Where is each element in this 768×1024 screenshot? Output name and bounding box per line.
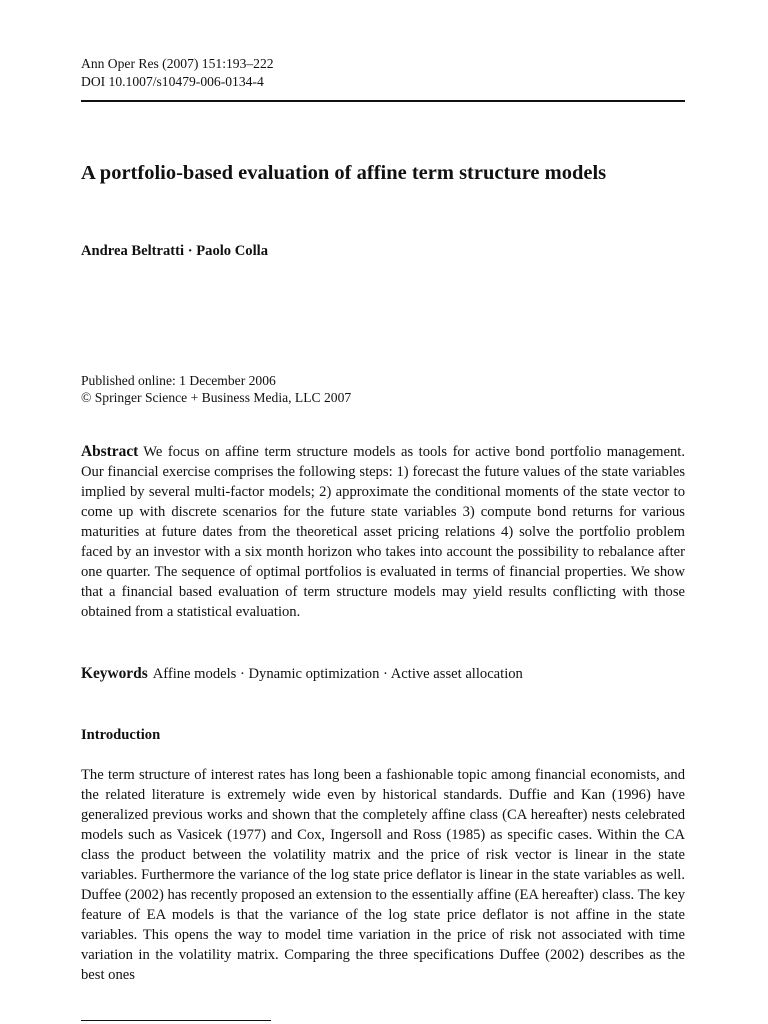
introduction-text: The term structure of interest rates has long been a fashionable topic among financial economists, and the related literature is extremely wide even by historical standards. Duffie and Kan (1996) have generalized previous works and shown that the completely affine class (CA hereafter) nests celebrated models such as Vasicek (1977) and Cox, Ingersoll and Ross (1985) as specific cases. Within the CA class the product between the volatility matrix and the price of risk vector is linear in the state variables. Furthermore the variance of the log state price deflator is linear in the state variables as well. Duffee (2002) has recently proposed an extension to the essentially affine (EA hereafter) class. The key feature of EA models is that the variance of the log state price deflator is not affine in the state variables. This opens the way to model time variation in the price of risk not associated with time variation in the volatility matrix. Comparing the three specifications Duffee (2002) describes as the best ones	[81, 767, 685, 983]
paper-title: A portfolio-based evaluation of affine term structure models	[81, 162, 607, 184]
authors: Andrea Beltratti · Paolo Colla	[81, 243, 268, 259]
section-heading-introduction: Introduction	[81, 727, 161, 743]
keywords	[81, 664, 685, 684]
abstract-text: We focus on affine term structure models as tools for active bond portfolio management. Our financial exercise comprises the following steps: 1) forecast the future values of the state variables implied by several multi-factor models; 2) approximate the conditional moments of the state vector to come up with discrete scenarios for the future state variables 3) compute bond returns for various maturities at future dates from the theoretical asset pricing relations 4) solve the portfolio problem faced by an investor with a six month horizon who takes into account the possibility to rebalance after one quarter. The sequence of optimal portfolios is evaluated in terms of financial properties. We show that a financial based evaluation of term structure models may yield results conflicting with those obtained from a statistical evaluation.	[81, 444, 685, 620]
keywords-label: Keywords	[81, 665, 148, 682]
journal-citation: Ann Oper Res (2007) 151:193–222	[81, 56, 274, 71]
abstract-label: Abstract	[81, 443, 139, 460]
journal-info	[81, 55, 274, 91]
abstract	[81, 442, 685, 622]
keywords-text: Affine models · Dynamic optimization · Active asset allocation	[152, 666, 523, 682]
header-rule	[81, 100, 685, 102]
doi: DOI 10.1007/s10479-006-0134-4	[81, 74, 264, 89]
publication-info	[81, 372, 351, 406]
copyright: © Springer Science + Business Media, LLC 2007	[81, 390, 352, 405]
footnote-rule	[81, 1020, 271, 1021]
published-online: Published online: 1 December 2006	[81, 373, 276, 388]
